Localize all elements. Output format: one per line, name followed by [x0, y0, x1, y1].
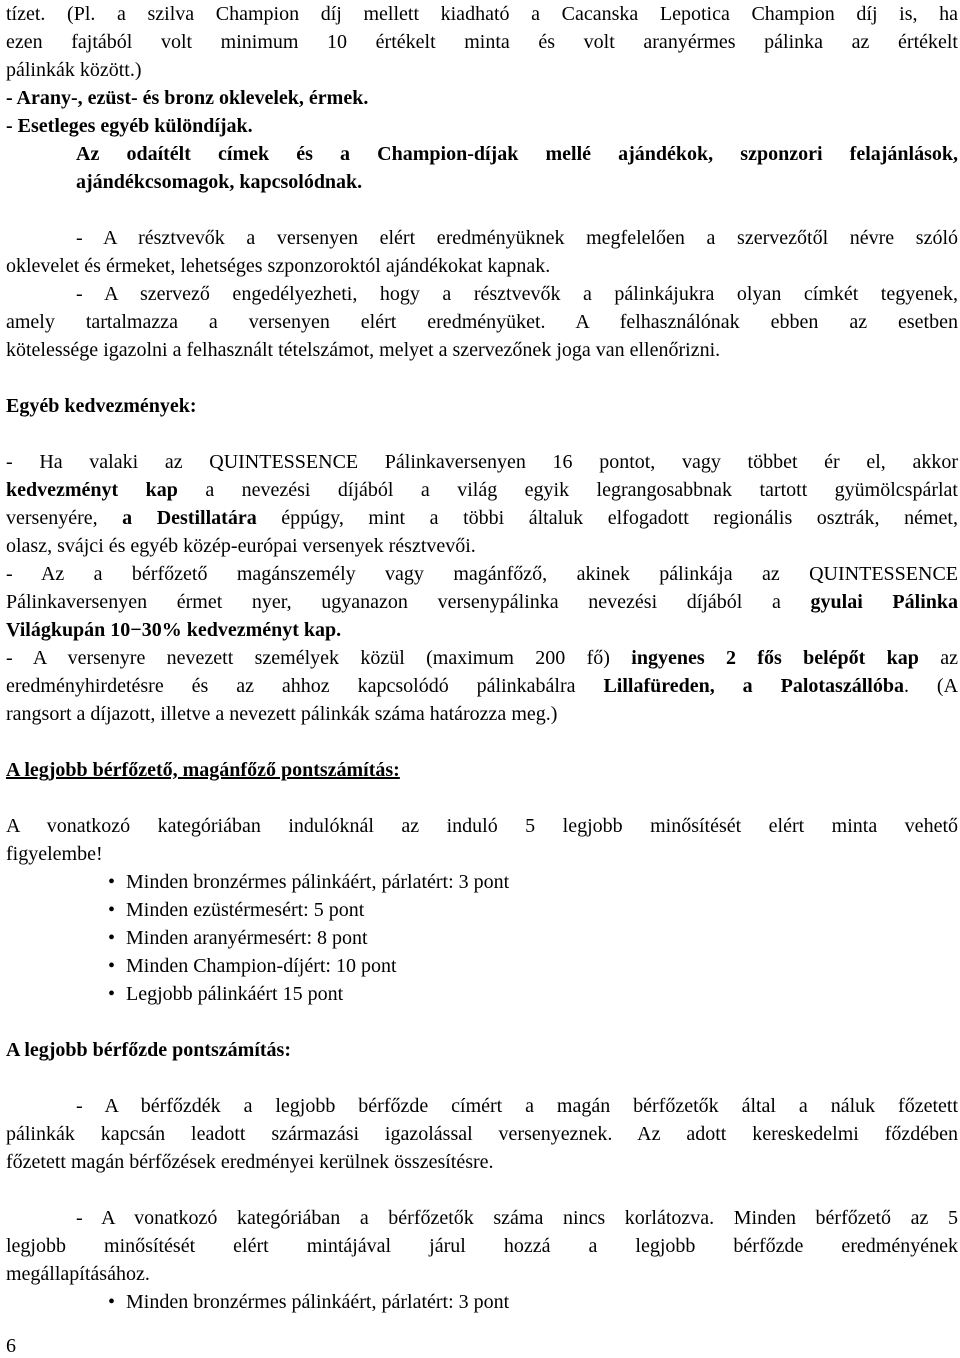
benefit-line [6, 672, 958, 700]
award-item-special: - Esetleges egyéb különdíjak. [6, 115, 253, 137]
intro-line: ezen fajtából volt minimum 10 értékelt minta és volt aranyérmes pálinka az értékelt [6, 31, 958, 53]
benefit-bold: a Destillatára [122, 507, 257, 529]
benefit-line: olasz, svájci és egyéb közép-európai versenyek résztvevői. [6, 535, 476, 557]
benefit-line [6, 504, 958, 532]
benefit-bold: Lillafüreden, a Palotaszállóba [603, 675, 904, 697]
private-scoring-bullet [6, 868, 958, 896]
private-scoring-list [6, 868, 958, 1008]
benefit-text: . (A [903, 675, 959, 697]
intro-line: pálinkák között.) [6, 59, 142, 81]
bullet-icon: • [108, 955, 116, 977]
bullet-icon: • [108, 983, 116, 1005]
benefit-text: eredményhirdetésre és az ahhoz kapcsolódó pálinkabálra [6, 675, 604, 697]
participants-line: - A résztvevők a versenyen elért eredményüknek megfelelően a szervezőtől névre szóló [76, 227, 958, 249]
benefit-line: Világkupán 10−30% kedvezményt kap. [6, 619, 342, 641]
distillery-scoring-list [6, 1288, 958, 1316]
participants-line: amely tartalmazza a versenyen elért eredményüket. A felhasználónak ebben az esetben [6, 311, 958, 333]
award-item-medals: - Arany-, ezüst- és bronz oklevelek, érmek. [6, 87, 369, 109]
intro-line: tízet. (Pl. a szilva Champion díj mellett kiadható a Cacanska Lepotica Champion díj is, ha [6, 3, 958, 25]
benefit-text: éppúgy, mint a többi általuk elfogadott regionális osztrák, német, [256, 507, 958, 529]
bullet-icon: • [108, 927, 116, 949]
benefits-heading: Egyéb kedvezmények: [6, 395, 197, 417]
private-scoring-bullet-text: Minden aranyérmesért: 8 pont [126, 927, 368, 949]
distillery-line: - A vonatkozó kategóriában a bérfőzetők száma nincs korlátozva. Minden bérfőzető az 5 [76, 1207, 958, 1229]
distillery-line: - A bérfőzdék a legjobb bérfőzde címért a magán bérfőzetők által a náluk főzetett [76, 1095, 958, 1117]
benefit-line: - Ha valaki az QUINTESSENCE Pálinkaversenyen 16 pontot, vagy többet ér el, akkor [6, 451, 958, 473]
private-scoring-bullet-text: Minden Champion-díjért: 10 pont [126, 955, 397, 977]
gifts-line: Az odaítélt címek és a Champion-díjak mellé ajándékok, szponzori felajánlások, [76, 143, 958, 165]
benefit-text: versenyére, [6, 507, 123, 529]
private-scoring-bullet-text: Legjobb pálinkáért 15 pont [126, 983, 344, 1005]
benefit-text: az [918, 647, 958, 669]
page-number: 6 [6, 1335, 16, 1357]
distillery-scoring-bullet-text: Minden bronzérmes pálinkáért, párlatért: 3 pont [126, 1291, 510, 1313]
distillery-scoring-bullet [6, 1288, 958, 1316]
benefit-text: a nevezési díjából a világ egyik legrangosabbnak tartott gyümölcspárlat [177, 479, 958, 501]
distillery-line: legjobb minősítését elért mintájával járul hozzá a legjobb bérfőzde eredményének [6, 1235, 958, 1257]
benefit-text: - A versenyre nevezett személyek közül (maximum 200 fő) [6, 647, 632, 669]
benefit-bold: gyulai Pálinka [810, 591, 958, 613]
benefit-bold: ingyenes 2 fős belépőt kap [631, 647, 919, 669]
bullet-icon: • [108, 899, 116, 921]
private-scoring-bullet [6, 980, 958, 1008]
private-scoring-bullet [6, 924, 958, 952]
benefit-line [6, 644, 958, 672]
benefit-line [6, 476, 958, 504]
benefit-text: Pálinkaversenyen érmet nyer, ugyanazon versenypálinka nevezési díjából a [6, 591, 811, 613]
participants-line: - A szervező engedélyezheti, hogy a résztvevők a pálinkájukra olyan címkét tegyenek, [76, 283, 958, 305]
private-scoring-intro: figyelembe! [6, 843, 103, 865]
distillery-line: megállapításához. [6, 1263, 150, 1285]
benefit-line: - Az a bérfőzető magánszemély vagy magánfőző, akinek pálinkája az QUINTESSENCE [6, 563, 958, 585]
document-page [6, 0, 958, 1316]
private-scoring-intro: A vonatkozó kategóriában indulóknál az induló 5 legjobb minősítését elért minta vehető [6, 815, 958, 837]
participants-line: oklevelet és érmeket, lehetséges szponzoroktól ajándékokat kapnak. [6, 255, 551, 277]
private-scoring-bullet-text: Minden bronzérmes pálinkáért, párlatért: 3 pont [126, 871, 510, 893]
private-scoring-heading: A legjobb bérfőzető, magánfőző pontszámítás: [6, 759, 400, 781]
benefit-line [6, 588, 958, 616]
distillery-line: főzetett magán bérfőzések eredményei kerülnek összesítésre. [6, 1151, 494, 1173]
private-scoring-bullet-text: Minden ezüstérmesért: 5 pont [126, 899, 365, 921]
private-scoring-bullet [6, 952, 958, 980]
bullet-icon: • [108, 1291, 116, 1313]
benefit-bold: kedvezményt kap [6, 479, 178, 501]
distillery-scoring-heading: A legjobb bérfőzde pontszámítás: [6, 1039, 291, 1061]
benefit-line: rangsort a díjazott, illetve a nevezett pálinkák száma határozza meg.) [6, 703, 558, 725]
private-scoring-bullet [6, 896, 958, 924]
participants-line: kötelessége igazolni a felhasznált tételszámot, melyet a szervezőnek joga van ellenőrizni. [6, 339, 721, 361]
distillery-line: pálinkák kapcsán leadott származási igazolással versenyeznek. Az adott kereskedelmi főzdében [6, 1123, 958, 1145]
bullet-icon: • [108, 871, 116, 893]
gifts-line: ajándékcsomagok, kapcsolódnak. [76, 171, 363, 193]
